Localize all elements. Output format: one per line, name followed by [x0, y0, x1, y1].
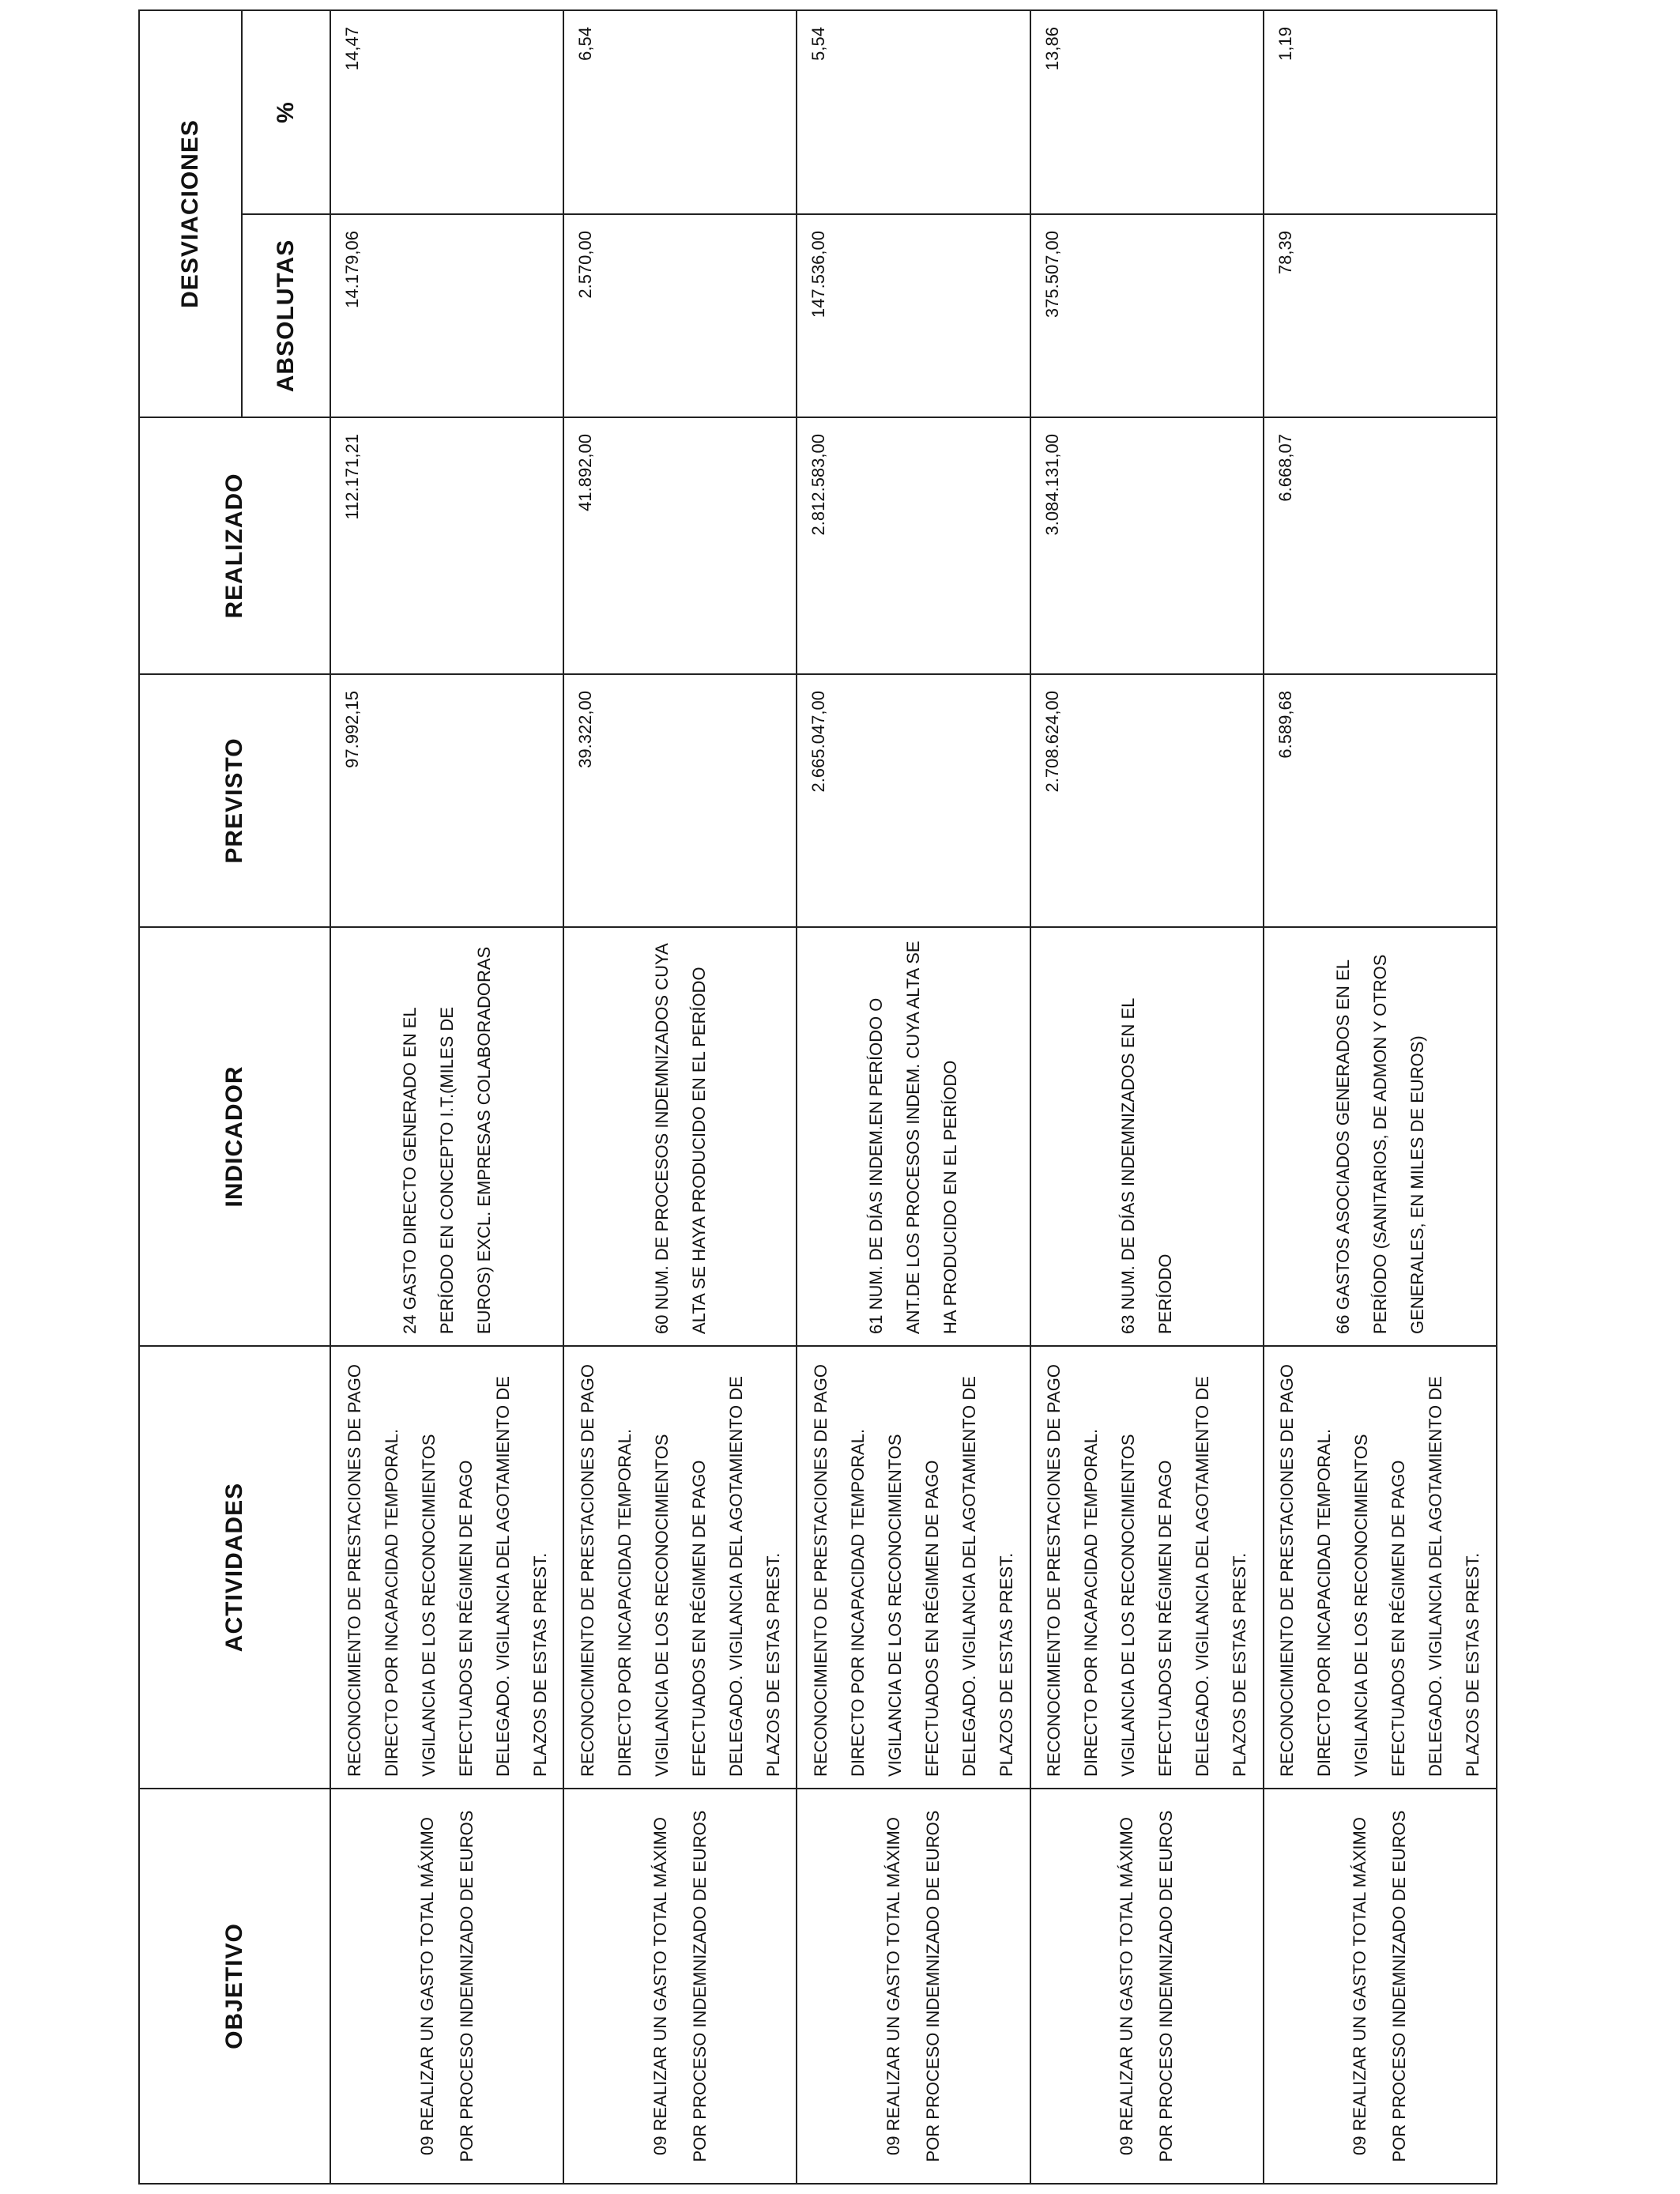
cell-previsto: 97.992,15	[330, 674, 563, 927]
header-realizado: REALIZADO	[139, 417, 330, 674]
header-porcentaje: %	[242, 10, 330, 214]
table-row	[797, 10, 1030, 2184]
cell-objetivo: 09 REALIZAR UN GASTO TOTAL MÁXIMO POR PROCESO INDEMNIZADO DE EUROS	[563, 1789, 797, 2184]
cell-indicador: 60 NUM. DE PROCESOS INDEMNIZADOS CUYA ALTA SE HAYA PRODUCIDO EN EL PERÍODO	[563, 927, 797, 1346]
rotated-table-container	[138, 11, 1497, 2185]
cell-absolutas: 375.507,00	[1030, 214, 1264, 417]
cell-actividades: RECONOCIMIENTO DE PRESTACIONES DE PAGO DIRECTO POR INCAPACIDAD TEMPORAL. VIGILANCIA DE LOS RECONOCIMIENTOS EFECTUADOS EN RÉGIMEN DE PAGO DELEGADO. VIGILANCIA DEL AGOTAMIENTO DE PLAZOS DE ESTAS PREST.	[563, 1346, 797, 1789]
cell-previsto: 39.322,00	[563, 674, 797, 927]
cell-absolutas: 78,39	[1264, 214, 1497, 417]
cell-absolutas: 147.536,00	[797, 214, 1030, 417]
cell-objetivo: 09 REALIZAR UN GASTO TOTAL MÁXIMO POR PROCESO INDEMNIZADO DE EUROS	[797, 1789, 1030, 2184]
cell-indicador: 66 GASTOS ASOCIADOS GENERADOS EN EL PERÍODO (SANITARIOS, DE ADMON Y OTROS GENERALES, EN MILES DE EUROS)	[1264, 927, 1497, 1346]
header-indicador: INDICADOR	[139, 927, 330, 1346]
objectives-table	[138, 9, 1497, 2185]
cell-porcentaje: 14,47	[330, 10, 563, 214]
table-row	[330, 10, 563, 2184]
table-row	[1264, 10, 1497, 2184]
cell-actividades: RECONOCIMIENTO DE PRESTACIONES DE PAGO DIRECTO POR INCAPACIDAD TEMPORAL. VIGILANCIA DE LOS RECONOCIMIENTOS EFECTUADOS EN RÉGIMEN DE PAGO DELEGADO. VIGILANCIA DEL AGOTAMIENTO DE PLAZOS DE ESTAS PREST.	[1264, 1346, 1497, 1789]
cell-actividades: RECONOCIMIENTO DE PRESTACIONES DE PAGO DIRECTO POR INCAPACIDAD TEMPORAL. VIGILANCIA DE LOS RECONOCIMIENTOS EFECTUADOS EN RÉGIMEN DE PAGO DELEGADO. VIGILANCIA DEL AGOTAMIENTO DE PLAZOS DE ESTAS PREST.	[797, 1346, 1030, 1789]
cell-indicador: 63 NUM. DE DÍAS INDEMNIZADOS EN EL PERÍODO	[1030, 927, 1264, 1346]
cell-objetivo: 09 REALIZAR UN GASTO TOTAL MÁXIMO POR PROCESO INDEMNIZADO DE EUROS	[330, 1789, 563, 2184]
cell-previsto: 2.665.047,00	[797, 674, 1030, 927]
cell-indicador: 61 NUM. DE DÍAS INDEM.EN PERÍODO O ANT.DE LOS PROCESOS INDEM. CUYA ALTA SE HA PRODUCIDO EN EL PERÍODO	[797, 927, 1030, 1346]
header-actividades: ACTIVIDADES	[139, 1346, 330, 1789]
cell-realizado: 112.171,21	[330, 417, 563, 674]
cell-actividades: RECONOCIMIENTO DE PRESTACIONES DE PAGO DIRECTO POR INCAPACIDAD TEMPORAL. VIGILANCIA DE LOS RECONOCIMIENTOS EFECTUADOS EN RÉGIMEN DE PAGO DELEGADO. VIGILANCIA DEL AGOTAMIENTO DE PLAZOS DE ESTAS PREST.	[1030, 1346, 1264, 1789]
cell-porcentaje: 1,19	[1264, 10, 1497, 214]
cell-absolutas: 2.570,00	[563, 214, 797, 417]
header-previsto: PREVISTO	[139, 674, 330, 927]
header-objetivo: OBJETIVO	[139, 1789, 330, 2184]
cell-realizado: 2.812.583,00	[797, 417, 1030, 674]
cell-objetivo: 09 REALIZAR UN GASTO TOTAL MÁXIMO POR PROCESO INDEMNIZADO DE EUROS	[1264, 1789, 1497, 2184]
table-row	[1030, 10, 1264, 2184]
header-absolutas: ABSOLUTAS	[242, 214, 330, 417]
cell-realizado: 3.084.131,00	[1030, 417, 1264, 674]
cell-objetivo: 09 REALIZAR UN GASTO TOTAL MÁXIMO POR PROCESO INDEMNIZADO DE EUROS	[1030, 1789, 1264, 2184]
cell-actividades: RECONOCIMIENTO DE PRESTACIONES DE PAGO DIRECTO POR INCAPACIDAD TEMPORAL. VIGILANCIA DE LOS RECONOCIMIENTOS EFECTUADOS EN RÉGIMEN DE PAGO DELEGADO. VIGILANCIA DEL AGOTAMIENTO DE PLAZOS DE ESTAS PREST.	[330, 1346, 563, 1789]
cell-realizado: 41.892,00	[563, 417, 797, 674]
cell-porcentaje: 6,54	[563, 10, 797, 214]
cell-absolutas: 14.179,06	[330, 214, 563, 417]
cell-realizado: 6.668,07	[1264, 417, 1497, 674]
cell-previsto: 6.589,68	[1264, 674, 1497, 927]
cell-porcentaje: 13,86	[1030, 10, 1264, 214]
cell-indicador: 24 GASTO DIRECTO GENERADO EN EL PERÍODO EN CONCEPTO I.T.(MILES DE EUROS) EXCL. EMPRESAS COLABORADORAS	[330, 927, 563, 1346]
table-row	[563, 10, 797, 2184]
cell-porcentaje: 5,54	[797, 10, 1030, 214]
cell-previsto: 2.708.624,00	[1030, 674, 1264, 927]
header-desviaciones: DESVIACIONES	[139, 10, 242, 417]
